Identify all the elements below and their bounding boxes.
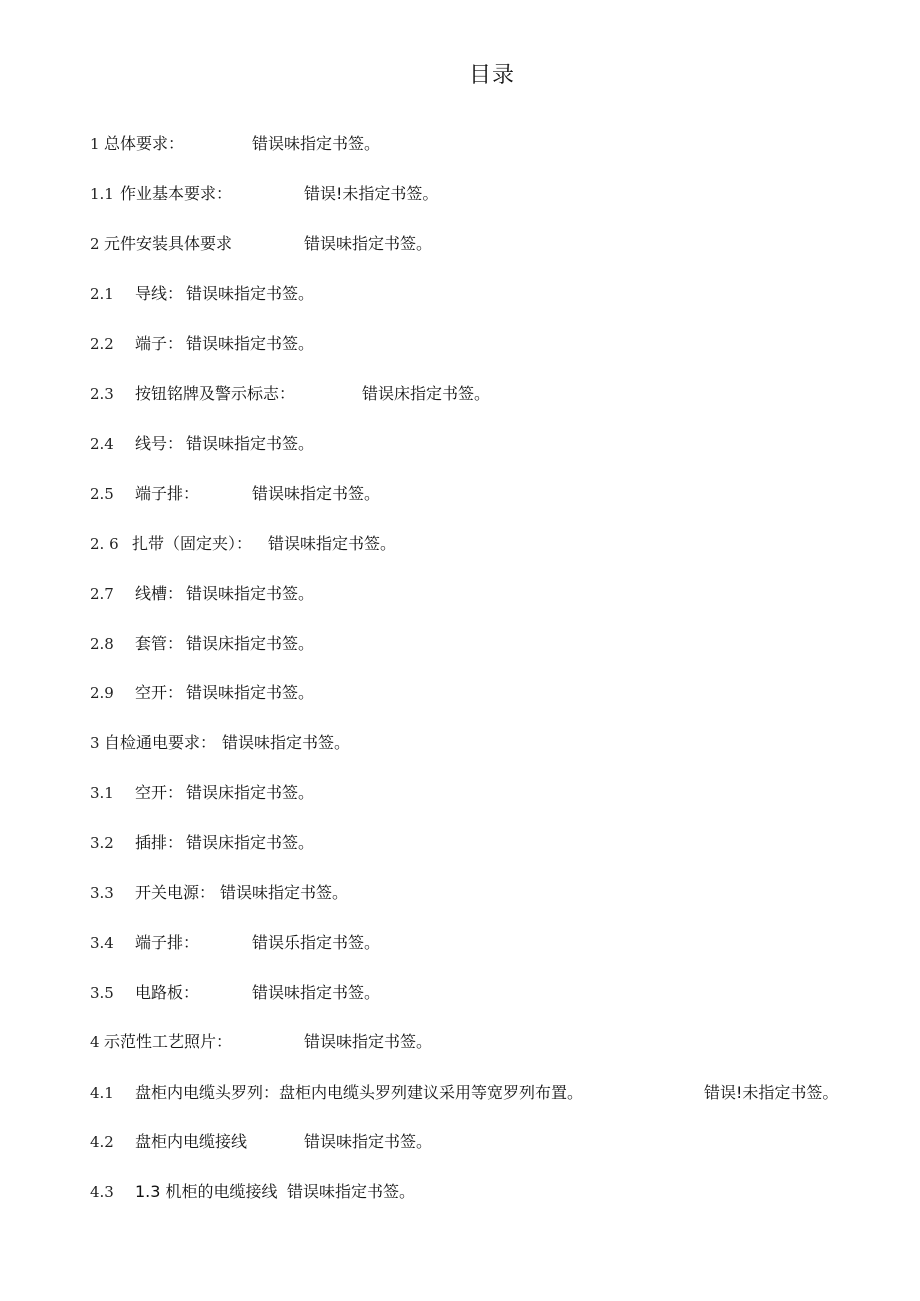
- toc-entry-2-2[interactable]: [90, 332, 315, 356]
- toc-entry-page-ref: 错误味指定书签。: [186, 284, 315, 303]
- toc-entry-text: 元件安装具体要求: [104, 234, 233, 253]
- toc-entry-page-ref: 错误!未指定书签。: [704, 1083, 839, 1102]
- toc-entry-number: 2.5: [90, 485, 114, 503]
- toc-entry-text: 盘柜内电缆头罗列：盘柜内电缆头罗列建议采用等宽罗列布置。: [135, 1083, 584, 1102]
- toc-entry-number: 3.2: [90, 834, 114, 852]
- toc-entry-number: 2. 6: [90, 535, 119, 553]
- toc-entry-3-2[interactable]: [90, 831, 315, 855]
- toc-entry-text: 端子：: [135, 334, 184, 353]
- toc-entry-1-1[interactable]: [90, 182, 439, 206]
- toc-entry-text: 扎带（固定夹）：: [132, 534, 253, 553]
- toc-entry-2-9[interactable]: [90, 681, 315, 705]
- toc-entry-number: 1: [90, 135, 100, 153]
- toc-entry-page-ref: 错误!未指定书签。: [304, 184, 439, 203]
- toc-entry-number: 2: [90, 235, 100, 253]
- toc-entry-page-ref: 错误味指定书签。: [268, 534, 397, 553]
- toc-entry-2-8[interactable]: [90, 632, 315, 656]
- toc-entry-number: 4.1: [90, 1084, 114, 1102]
- toc-entry-2-7[interactable]: [90, 582, 315, 606]
- toc-entry-2-6[interactable]: [90, 532, 397, 556]
- toc-entry-number: 4.3: [90, 1183, 114, 1201]
- toc-entry-text: 电路板：: [135, 983, 200, 1002]
- toc-entry-page-ref: 错误味指定书签。: [186, 434, 315, 453]
- toc-entry-page-ref: 错误味指定书签。: [186, 584, 315, 603]
- toc-entry-number: 2.2: [90, 335, 114, 353]
- toc-entry-3-1[interactable]: [90, 781, 315, 805]
- toc-entry-text: 空开：: [135, 783, 184, 802]
- toc-entry-2-1[interactable]: [90, 282, 315, 306]
- toc-entry-3-3[interactable]: [90, 881, 349, 905]
- toc-entry-number: 2.8: [90, 635, 114, 653]
- toc-entry-page-ref: 错误床指定书签。: [186, 783, 315, 802]
- toc-entry-text: 插排：: [135, 833, 184, 852]
- toc-entry-number: 3: [90, 734, 100, 752]
- toc-entry-4-1[interactable]: [90, 1081, 839, 1105]
- toc-entry-4-3[interactable]: [90, 1180, 416, 1204]
- toc-entry-number: 3.1: [90, 784, 114, 802]
- toc-entry-page-ref: 错误床指定书签。: [362, 384, 491, 403]
- toc-entry-2[interactable]: [90, 232, 433, 256]
- toc-entry-page-ref: 错误味指定书签。: [304, 1032, 433, 1051]
- toc-entry-text: 总体要求：: [104, 134, 185, 153]
- toc-entry-page-ref: 错误味指定书签。: [252, 484, 381, 503]
- toc-entry-text: 自检通电要求：: [104, 733, 217, 752]
- toc-entry-text: 盘柜内电缆接线: [135, 1132, 248, 1151]
- toc-entry-1[interactable]: [90, 132, 381, 156]
- toc-entry-2-3[interactable]: [90, 382, 491, 406]
- toc-entry-page-ref: 错误味指定书签。: [304, 234, 433, 253]
- toc-entry-number: 2.1: [90, 285, 114, 303]
- toc-entry-page-ref: 错误床指定书签。: [186, 833, 315, 852]
- toc-entry-text: 作业基本要求：: [120, 184, 233, 203]
- toc-entry-number: 2.3: [90, 385, 114, 403]
- toc-entry-number: 2.9: [90, 684, 114, 702]
- toc-entry-2-5[interactable]: [90, 482, 381, 506]
- toc-entry-page-ref: 错误味指定书签。: [222, 733, 351, 752]
- toc-entry-2-4[interactable]: [90, 432, 315, 456]
- toc-entry-page-ref: 错误味指定书签。: [220, 883, 349, 902]
- toc-entry-3-5[interactable]: [90, 981, 381, 1005]
- toc-entry-text: 导线：: [135, 284, 184, 303]
- toc-entry-3-4[interactable]: [90, 931, 381, 955]
- toc-entry-page-ref: 错误味指定书签。: [252, 983, 381, 1002]
- toc-entry-text: 端子排：: [135, 933, 200, 952]
- toc-entry-page-ref: 错误味指定书签。: [186, 683, 315, 702]
- toc-entry-4-2[interactable]: [90, 1130, 433, 1154]
- toc-entry-page-ref: 错误味指定书签。: [287, 1182, 416, 1201]
- toc-entry-text: 示范性工艺照片：: [104, 1032, 233, 1051]
- toc-entry-page-ref: 错误味指定书签。: [252, 134, 381, 153]
- toc-entry-4[interactable]: [90, 1030, 433, 1054]
- toc-entry-number: 4: [90, 1033, 100, 1051]
- toc-entry-number: 1.1: [90, 185, 114, 203]
- toc-entry-page-ref: 错误味指定书签。: [186, 334, 315, 353]
- toc-entry-number: 3.5: [90, 984, 114, 1002]
- toc-entry-text: 1.3 机柜的电缆接线: [135, 1182, 278, 1201]
- toc-entry-text: 线号：: [135, 434, 184, 453]
- toc-entry-page-ref: 错误味指定书签。: [304, 1132, 433, 1151]
- toc-entry-number: 2.4: [90, 435, 114, 453]
- toc-entry-text: 开关电源：: [135, 883, 216, 902]
- toc-entry-3[interactable]: [90, 731, 351, 755]
- toc-entry-text: 端子排：: [135, 484, 200, 503]
- toc-entry-page-ref: 错误床指定书签。: [186, 634, 315, 653]
- toc-entry-text: 线槽：: [135, 584, 184, 603]
- toc-entry-text: 套管：: [135, 634, 184, 653]
- toc-entry-number: 4.2: [90, 1133, 114, 1151]
- toc-entry-page-ref: 错误乐指定书签。: [252, 933, 381, 952]
- page-title: 目录: [468, 63, 515, 88]
- toc-entry-number: 3.3: [90, 884, 114, 902]
- toc-entry-text: 空开：: [135, 683, 184, 702]
- toc-entry-number: 2.7: [90, 585, 114, 603]
- toc-entry-number: 3.4: [90, 934, 114, 952]
- toc-entry-text: 按钮铭牌及警示标志：: [135, 384, 296, 403]
